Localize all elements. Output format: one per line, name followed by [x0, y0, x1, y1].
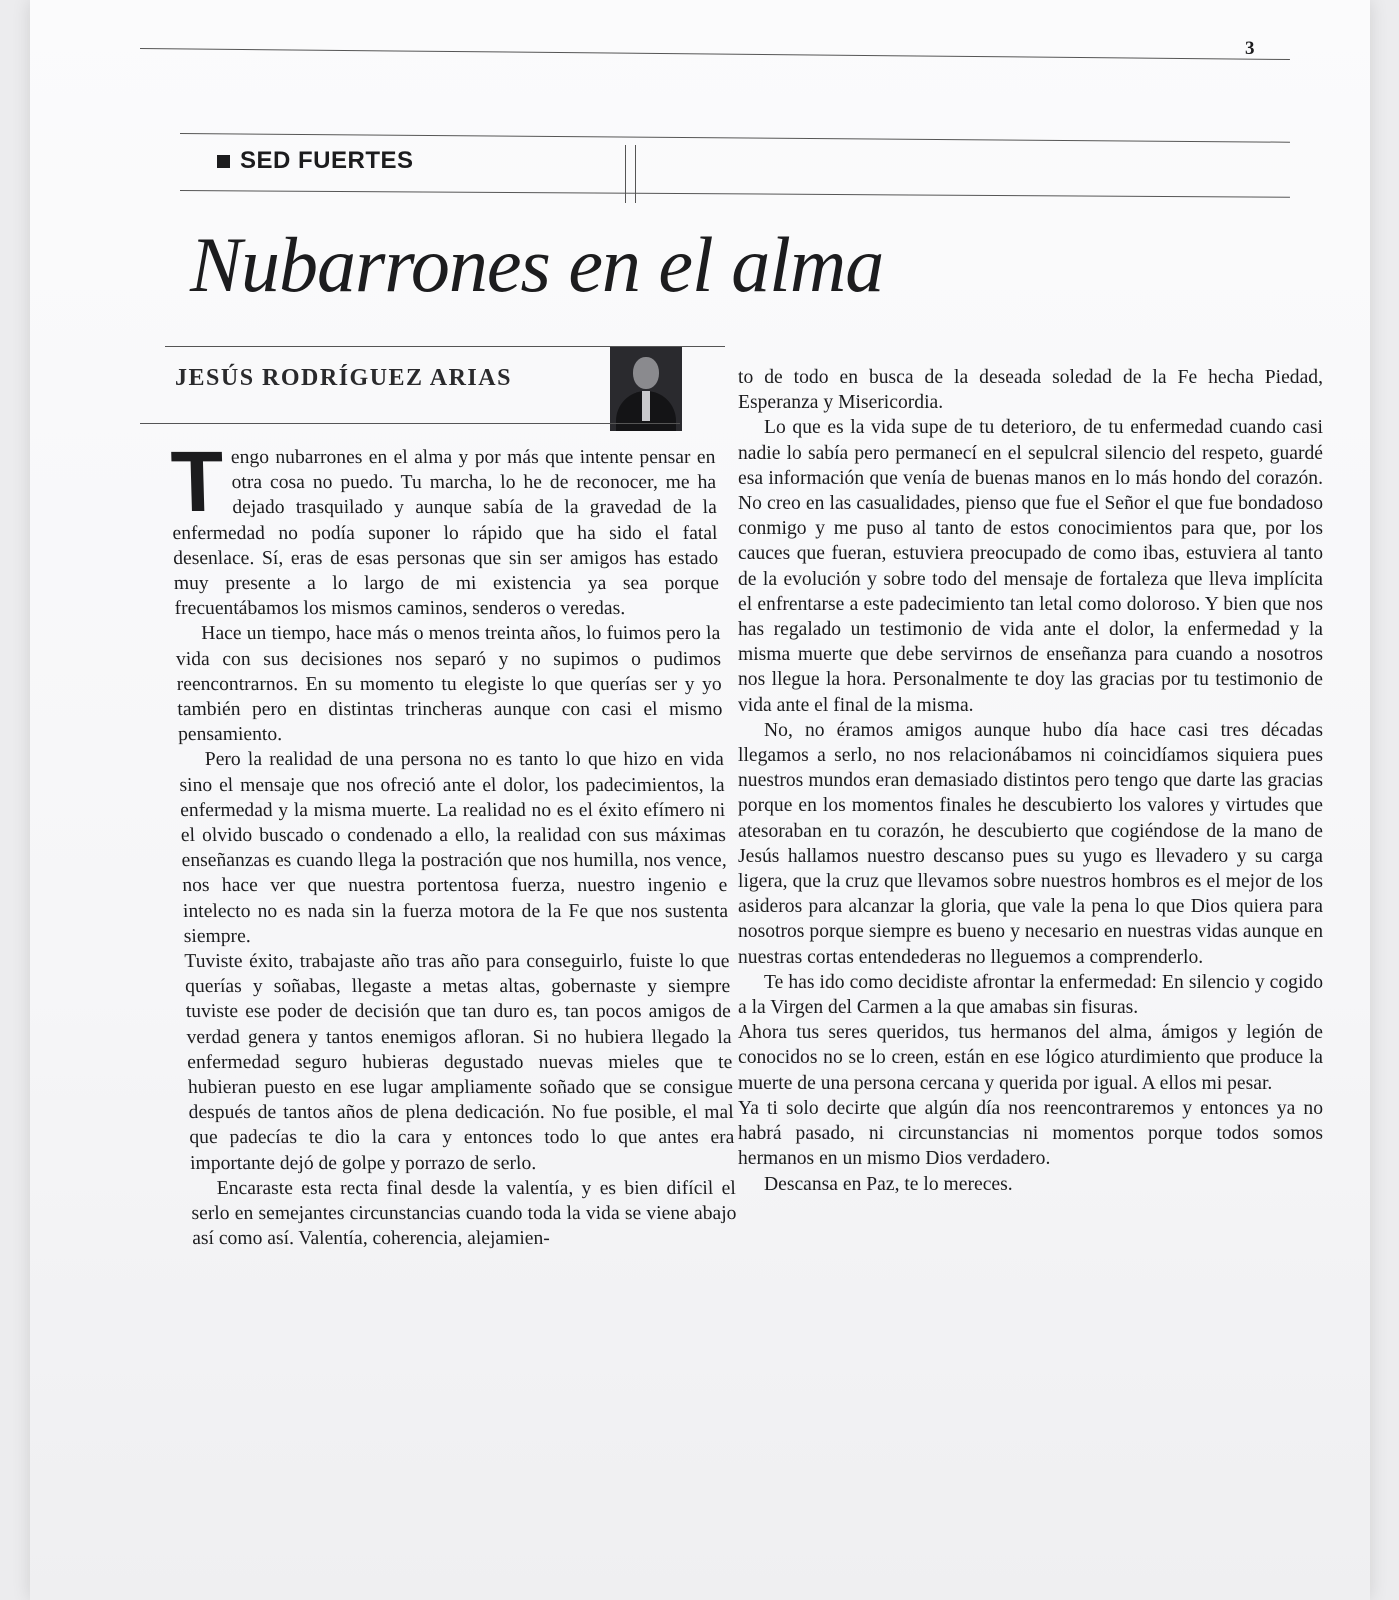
paragraph: Tengo nubarrones en el alma y por más que intente pensar en otra cosa no puedo. Tu marcha, lo he de reconocer, me ha dejado trasquilado y aunque sabía de la gravedad de la enfermedad no podía suponer lo rápido que ha sido el fatal desenlace. Sí, eras de esas personas que sin ser amigos has estado muy presente a lo largo de mi existencia ya sea porque frecuentábamos los mismos caminos, senderos o veredas.	[169, 434, 720, 620]
drop-cap: T	[169, 434, 225, 530]
paragraph: Pero la realidad de una persona no es tanto lo que hizo en vida sino el mensaje que nos ofreció ante el dolor, los padecimientos, la enfermedad y la misma muerte. La realidad no es el éxito efímero ni el olvido buscado o condenado a ello, la realidad con sus máximas enseñanzas es cuando llega la postración que nos humilla, nos vence, nos hace ver que nuestra portentosa fuerza, nuestro ingenio e intelecto no es nada sin la fuerza motora de la Fe que nos sustenta siempre.	[179, 749, 729, 947]
author-name: JESÚS RODRÍGUEZ ARIAS	[175, 365, 512, 391]
paragraph: Tuviste éxito, trabajaste año tras año para conseguirlo, fuiste lo que querías y soñabas, llegaste a metas altas, gobernaste y siempre tuviste ese poder de decisión que tan duro es, tan pocos amigos de verdad genera y tantos enemigos afloran. Si no hubiera llegado la enfermedad seguro hubieras degustado nuevas mieles que te hubieran puesto en ese lugar ampliamente soñado que se consigue después de tantos años de plena dedicación. No fue posible, el mal que padecías te dio la cara y entonces todo lo que antes era importante dejó de golpe y porrazo de serlo.	[184, 951, 735, 1174]
section-divider	[625, 145, 626, 203]
author-photo	[610, 347, 682, 431]
top-rule	[140, 48, 1290, 60]
paragraph: Ya ti solo decirte que algún día nos reencontraremos y entonces ya no habrá pasado, ni circunstancias ni momentos porque todos somos hermanos en un mismo Dios verdadero.	[738, 1097, 1323, 1170]
page-number: 3	[1245, 38, 1255, 59]
paragraph: Te has ido como decidiste afrontar la enfermedad: En silencio y cogido a la Virgen del Carmen a la que amabas sin fisuras.	[738, 971, 1323, 1019]
paragraph: Lo que es la vida supe de tu deterioro, de tu enfermedad cuando casi nadie lo sabía pero permanecí en el sepulcral silencio del respeto, guardé esa información que venía de buenas manos en lo más hondo del corazón. No creo en las casualidades, pienso que fue el Señor el que fue bondadoso conmigo y me puso al tanto de estos conocimientos para que, por los cauces que fueran, estuviera preocupado de como ibas, estuviera al tanto de la evolución y sobre todo del mensaje de fortaleza que lleva implícita el enfrentarse a este padecimiento tan letal como doloroso. Y bien que nos has regalado un testimonio de vida ante el dolor, la enfermedad y la misma muerte que debe servirnos de enseñanza para cuando a nosotros nos llegue la hora. Personalmente te doy las gracias por tu testimonio de vida ante el final de la misma.	[738, 417, 1323, 716]
author-bottom-rule	[140, 423, 680, 424]
paragraph: Hace un tiempo, hace más o menos treinta años, lo fuimos pero la vida con sus decisiones nos separó y no supimos o pudimos reencontrarnos. En su momento tu elegiste lo que querías ser y yo también pero en distintas trincheras aunque con casi el mismo pensamiento.	[175, 623, 723, 746]
section-bottom-rule	[180, 190, 1290, 198]
section-top-rule	[180, 133, 1290, 143]
newspaper-page	[30, 0, 1370, 1600]
paragraph: No, no éramos amigos aunque hubo día hace casi tres décadas llegamos a serlo, no nos relacionábamos ni coincidíamos siquiera pues nuestros mundos eran demasiado distintos pero tengo que darte las gracias porque en los momentos finales he descubierto los valores y virtudes que atesoraban en tu corazón, he descubierto que cogiéndose de la mano de Jesús hallamos nuestro descanso pues su yugo es llevadero y su carga ligera, que la cruz que llevamos sobre nuestros hombros es el mejor de los asideros para alcanzar la gloria, que vale la pena lo que Dios quiera para nosotros porque siempre es bueno y necesario en nuestras vidas aunque en nuestras cortas entendederas no lleguemos a comprenderlo.	[738, 719, 1323, 968]
section-header	[217, 147, 414, 175]
headline: Nubarrones en el alma	[190, 221, 884, 308]
section-divider-2	[635, 145, 636, 203]
paragraph: Ahora tus seres queridos, tus hermanos del alma, ámigos y legión de conocidos no se lo creen, están en ese lógico aturdimiento que produce la muerte de una persona cercana y querida por igual. A ellos mi pesar.	[738, 1022, 1323, 1094]
paragraph: to de todo en busca de la deseada soledad de la Fe hecha Piedad, Esperanza y Misericordia.	[738, 367, 1323, 414]
section-square-icon	[217, 155, 230, 168]
paragraph: Encaraste esta recta final desde la valentía, y es bien difícil el serlo en semejantes circunstancias cuando toda la vida se viene abajo así como así. Valentía, coherencia, alejamien-	[191, 1177, 737, 1250]
section-label: SED FUERTES	[240, 147, 414, 174]
article-column-left	[169, 434, 738, 1252]
paragraph: Descansa en Paz, te lo mereces.	[764, 1173, 1013, 1195]
article-column-right	[738, 365, 1323, 1197]
